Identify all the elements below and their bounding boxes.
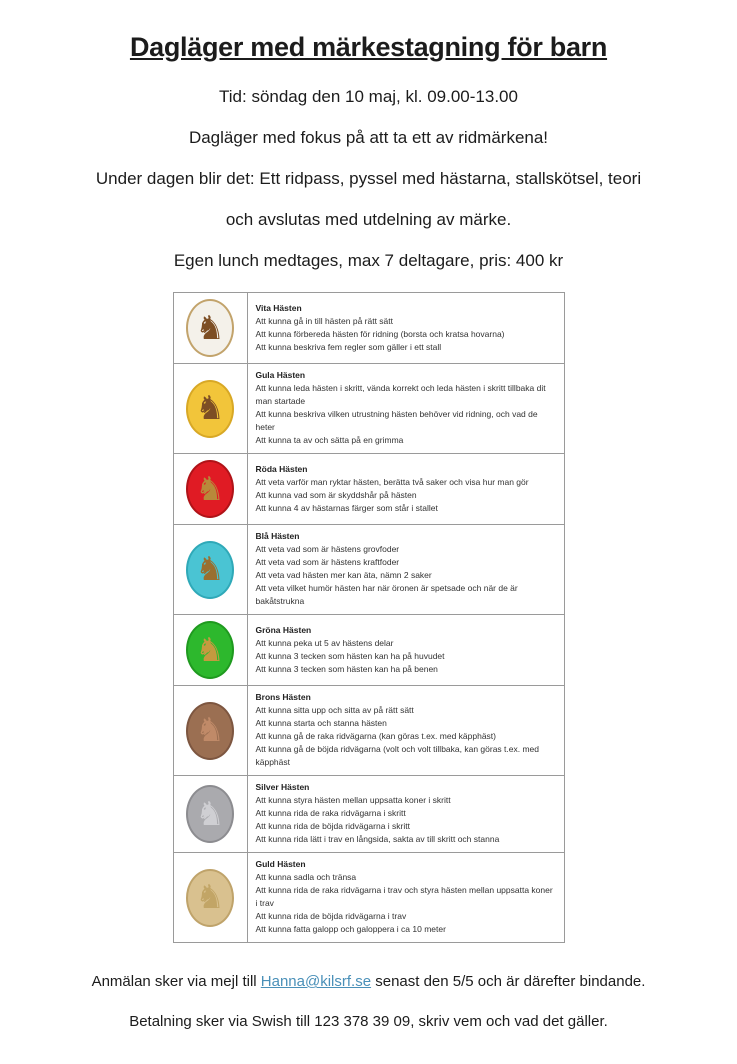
badge-cell [173,364,247,454]
requirement-line: Att kunna beskriva vilken utrustning hästen behöver vid ridning, och vad de heter [255,409,538,432]
table-row [173,293,564,364]
requirement-line: Att kunna ta av och sätta på en grimma [255,435,404,445]
requirement-line: Att veta vad hästen mer kan äta, nämn 2 saker [255,570,432,580]
requirement-line: Att kunna starta och stanna hästen [255,718,387,728]
horse-badge-gold-icon [186,869,234,927]
table-row [173,686,564,776]
horse-badge-white-icon [186,299,234,357]
signup-text-prefix: Anmälan sker via mejl till [91,973,261,990]
horse-head-icon: ♞ [195,629,225,669]
horse-head-icon: ♞ [195,877,225,916]
horse-head-icon: ♞ [195,549,225,588]
requirement-line: Att kunna 3 tecken som hästen kan ha på huvudet [255,650,445,661]
horse-head-icon: ♞ [195,793,225,833]
horse-badge-silver-icon [186,785,234,843]
badge-cell [173,853,247,943]
requirements-cell [247,776,564,853]
requirement-line: Att kunna vad som är skyddshår på hästen [255,489,417,500]
requirement-line: Att veta vad som är hästens kraftfoder [255,557,400,567]
intro-line-time: Tid: söndag den 10 maj, kl. 09.00-13.00 [219,87,518,106]
badge-name: Röda Hästen [255,463,308,474]
badge-name: Gula Hästen [255,370,306,380]
requirements-cell [247,615,564,686]
badge-cell [173,293,247,364]
badge-cell [173,776,247,853]
badge-cell [173,615,247,686]
horse-badge-red-icon [186,460,234,518]
table-row [173,853,564,943]
badge-name: Blå Hästen [255,531,300,541]
intro-line-activities-cont: och avslutas med utdelning av märke. [225,210,512,229]
badge-cell [173,454,247,525]
payment-line: Betalning sker via Swish till 123 378 39 09, skriv vem och vad det gäller. [129,1013,608,1030]
intro-line-focus: Dagläger med fokus på att ta ett av ridmärkena! [188,128,549,147]
badge-table [173,292,565,943]
horse-badge-yellow-icon [186,380,234,438]
requirement-line: Att kunna leda hästen i skritt, vända korrekt och leda hästen i skritt tillbaka dit man startade [255,383,546,406]
page-title: Dagläger med märkestagning för barn [129,32,608,62]
table-row [173,454,564,525]
badge-name: Gröna Hästen [255,624,312,635]
table-row [173,615,564,686]
intro-line-activities: Under dagen blir det: Ett ridpass, pyssel med hästarna, stallskötsel, teori [95,169,642,188]
badge-name: Guld Hästen [255,859,306,869]
requirement-line: Att kunna beskriva fem regler som gäller i ett stall [255,341,442,352]
badge-name: Vita Hästen [255,302,302,313]
horse-head-icon: ♞ [195,468,225,508]
requirements-cell [247,525,564,615]
table-row [173,364,564,454]
requirement-line: Att kunna rida de böjda ridvägarna i skritt [255,821,411,831]
requirement-line: Att kunna rida lätt i trav en långsida, sakta av till skritt och stanna [255,834,500,844]
requirements-cell [247,293,564,364]
horse-head-icon: ♞ [195,710,225,749]
requirement-line: Att kunna gå de böjda ridvägarna (volt och volt tillbaka, kan göras t.ex. med käpphäst [255,744,539,767]
badge-cell [173,686,247,776]
signup-text-suffix: senast den 5/5 och är därefter bindande. [371,973,646,990]
table-row [173,525,564,615]
badge-name: Silver Hästen [255,782,310,792]
requirement-line: Att kunna peka ut 5 av hästens delar [255,637,394,648]
horse-badge-blue-icon [186,541,234,599]
requirement-line: Att kunna gå in till hästen på rätt sätt [255,315,393,326]
requirement-line: Att kunna fatta galopp och galoppera i ca 10 meter [255,924,446,934]
horse-badge-bronze-icon [186,702,234,760]
requirement-line: Att kunna sitta upp och sitta av på rätt sätt [255,705,414,715]
horse-head-icon: ♞ [195,307,225,347]
requirement-line: Att kunna rida de böjda ridvägarna i trav [255,911,407,921]
requirement-line: Att veta vilket humör hästen har när öronen är spetsade och när de är bakåtstrukna [255,583,518,606]
requirement-line: Att kunna 4 av hästarnas färger som står i stallet [255,502,438,513]
requirements-cell [247,454,564,525]
badge-name: Brons Hästen [255,692,311,702]
horse-badge-green-icon [186,621,234,679]
requirements-cell [247,686,564,776]
horse-head-icon: ♞ [195,388,225,427]
badge-cell [173,525,247,615]
requirement-line: Att kunna rida de raka ridvägarna i skritt [255,808,406,818]
requirement-line: Att kunna förbereda hästen för ridning (borsta och kratsa hovarna) [255,328,505,339]
requirement-line: Att kunna rida de raka ridvägarna i trav och styra hästen mellan uppsatta koner i trav [255,885,553,908]
requirements-cell [247,853,564,943]
requirement-line: Att kunna gå de raka ridvägarna (kan göras t.ex. med käpphäst) [255,731,496,741]
requirement-line: Att kunna styra hästen mellan uppsatta koner i skritt [255,795,451,805]
requirement-line: Att veta vad som är hästens grovfoder [255,544,400,554]
requirements-cell [247,364,564,454]
requirement-line: Att veta varför man ryktar hästen, berätta två saker och visa hur man gör [255,476,529,487]
requirement-line: Att kunna sadla och tränsa [255,872,357,882]
footer [0,973,737,1031]
email-link[interactable]: Hanna@kilsrf.se [260,973,372,990]
intro-line-lunch-price: Egen lunch medtages, max 7 deltagare, pris: 400 kr [173,251,564,270]
signup-line [0,973,737,991]
table-row [173,776,564,853]
requirement-line: Att kunna 3 tecken som hästen kan ha på benen [255,663,438,674]
